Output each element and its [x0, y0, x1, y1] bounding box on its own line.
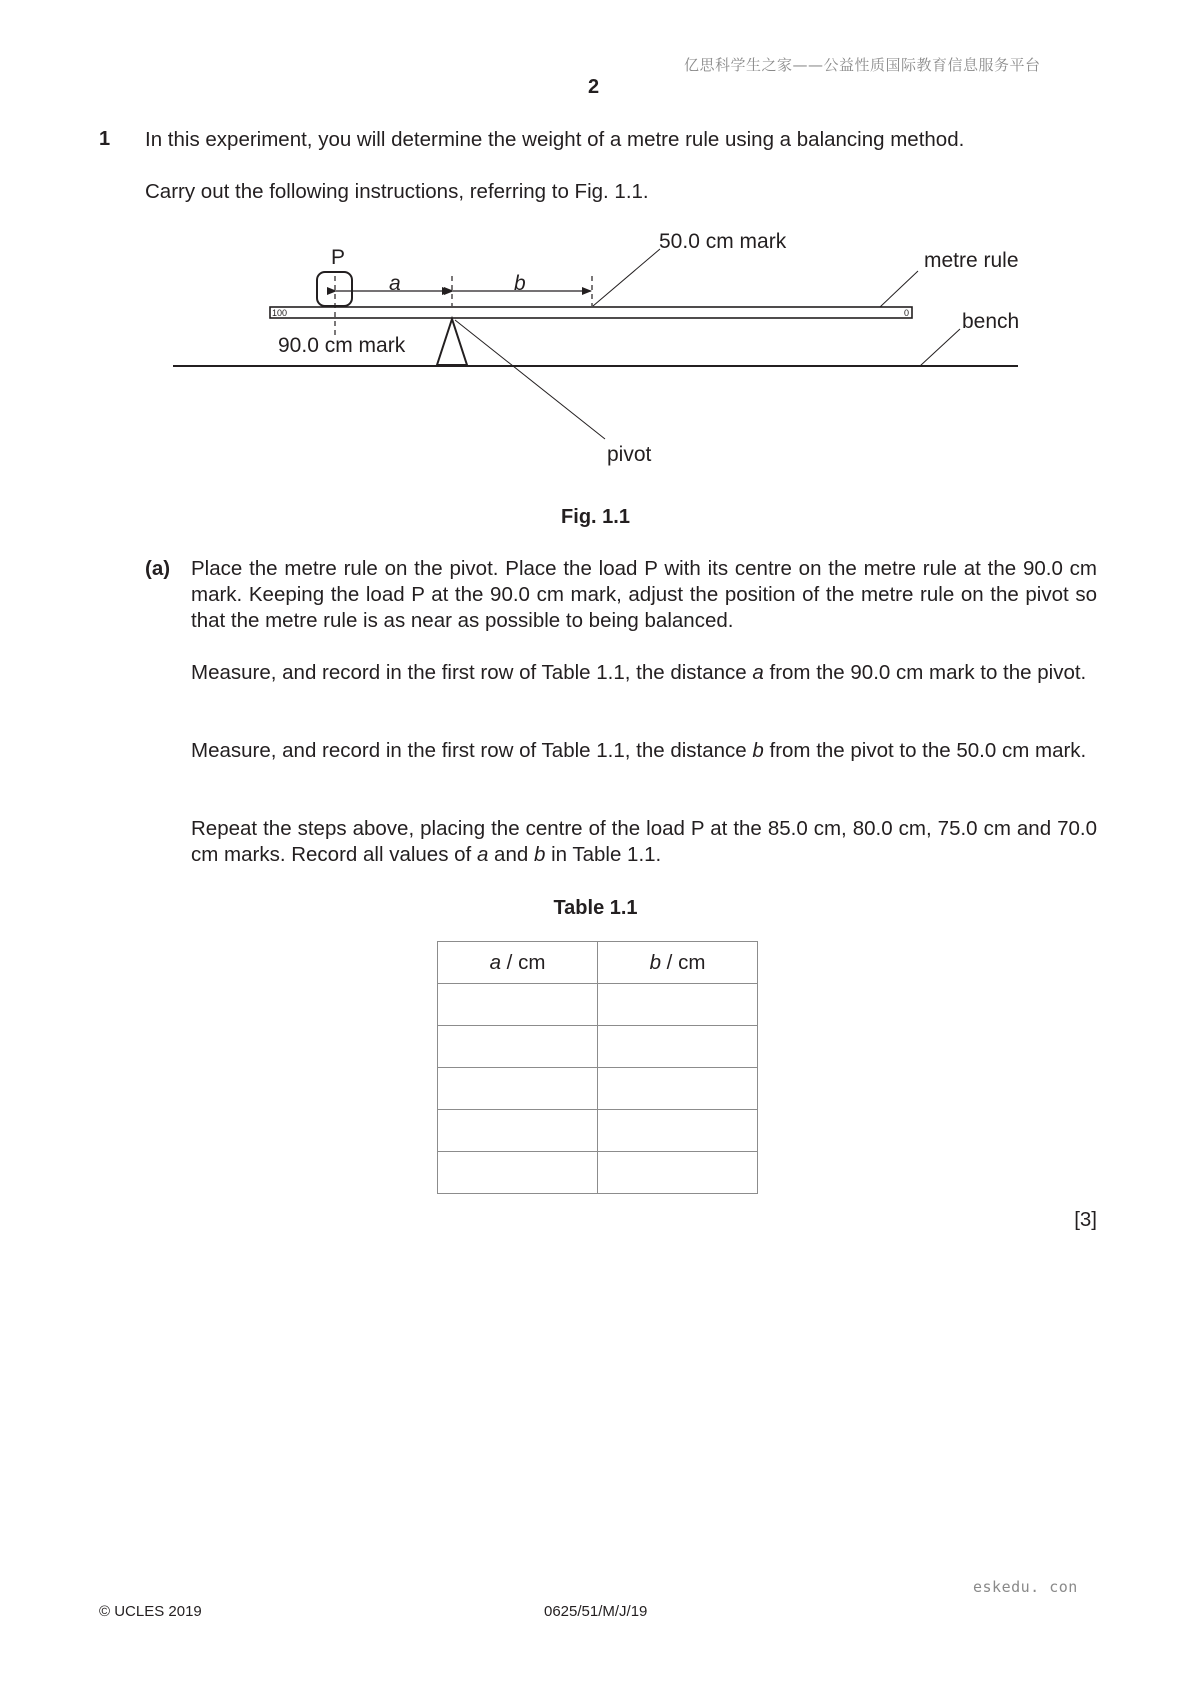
scale-100-label: 100 [272, 308, 288, 318]
part-a-paragraph-3: Measure, and record in the first row of Table 1.1, the distance b from the pivot to the 50.0 cm mark. [191, 739, 1087, 762]
footer-watermark: eskedu. con [973, 1578, 1078, 1596]
table-cell-b[interactable] [598, 1068, 758, 1110]
table-cell-a[interactable] [438, 1068, 598, 1110]
table-row [438, 1152, 758, 1194]
fifty-mark-label: 50.0 cm mark [659, 230, 787, 253]
page-number: 2 [588, 76, 600, 98]
table-row [438, 1110, 758, 1152]
header-watermark: 亿思科学生之家——公益性质国际教育信息服务平台 [684, 56, 1041, 74]
distance-b-label: b [514, 272, 526, 295]
table-row [438, 984, 758, 1026]
part-a-paragraph-4: Repeat the steps above, placing the centre of the load P at the 85.0 cm, 80.0 cm, 75.0 cm and 70.0 cm marks. Record all values of a and b in Table 1.1. [191, 817, 1097, 866]
fifty-mark-leader [593, 249, 660, 306]
results-table [437, 941, 758, 1194]
part-a-label: (a) [145, 557, 171, 580]
table-cell-b[interactable] [598, 1026, 758, 1068]
footer-copyright: © UCLES 2019 [99, 1603, 202, 1620]
part-a-paragraph-1: Place the metre rule on the pivot. Place the load P with its centre on the metre rule at the 90.0 cm mark. Keeping the load P at the 90.0 cm mark, adjust the position of the metre rule on the pivot so that the metre rule is as near as possible to being balanced. [191, 557, 1097, 632]
metre-rule-label: metre rule [924, 249, 1019, 272]
part-a-paragraph-2: Measure, and record in the first row of Table 1.1, the distance a from the 90.0 cm mark to the pivot. [191, 661, 1087, 684]
question-number: 1 [99, 128, 111, 150]
table-cell-b[interactable] [598, 1110, 758, 1152]
column-header-b: b / cm [598, 942, 758, 984]
marks-allocation: [3] [1074, 1208, 1097, 1231]
footer-paper-code: 0625/51/M/J/19 [544, 1603, 648, 1620]
figure-caption: Fig. 1.1 [561, 506, 630, 528]
table-cell-a[interactable] [438, 1026, 598, 1068]
distance-a-label: a [389, 272, 401, 295]
bench-label: bench [962, 310, 1020, 333]
table-cell-a[interactable] [438, 1152, 598, 1194]
load-p-label: P [331, 246, 346, 269]
question-intro: In this experiment, you will determine the weight of a metre rule using a balancing method. [145, 128, 965, 151]
scale-0-label: 0 [904, 308, 910, 318]
bench-leader [920, 329, 960, 366]
ninety-mark-label: 90.0 cm mark [278, 334, 406, 357]
table-row [438, 1026, 758, 1068]
question-instruction: Carry out the following instructions, referring to Fig. 1.1. [145, 180, 649, 203]
table-cell-b[interactable] [598, 984, 758, 1026]
metre-rule [270, 307, 912, 318]
table-caption: Table 1.1 [553, 897, 638, 919]
table-row [438, 1068, 758, 1110]
table-header-row [438, 942, 758, 984]
figure-1-1 [0, 0, 1191, 500]
pivot-label: pivot [607, 443, 652, 466]
pivot-leader [455, 320, 605, 439]
table-cell-a[interactable] [438, 984, 598, 1026]
column-header-a: a / cm [438, 942, 598, 984]
metre-rule-leader [880, 271, 918, 307]
table-cell-b[interactable] [598, 1152, 758, 1194]
table-cell-a[interactable] [438, 1110, 598, 1152]
